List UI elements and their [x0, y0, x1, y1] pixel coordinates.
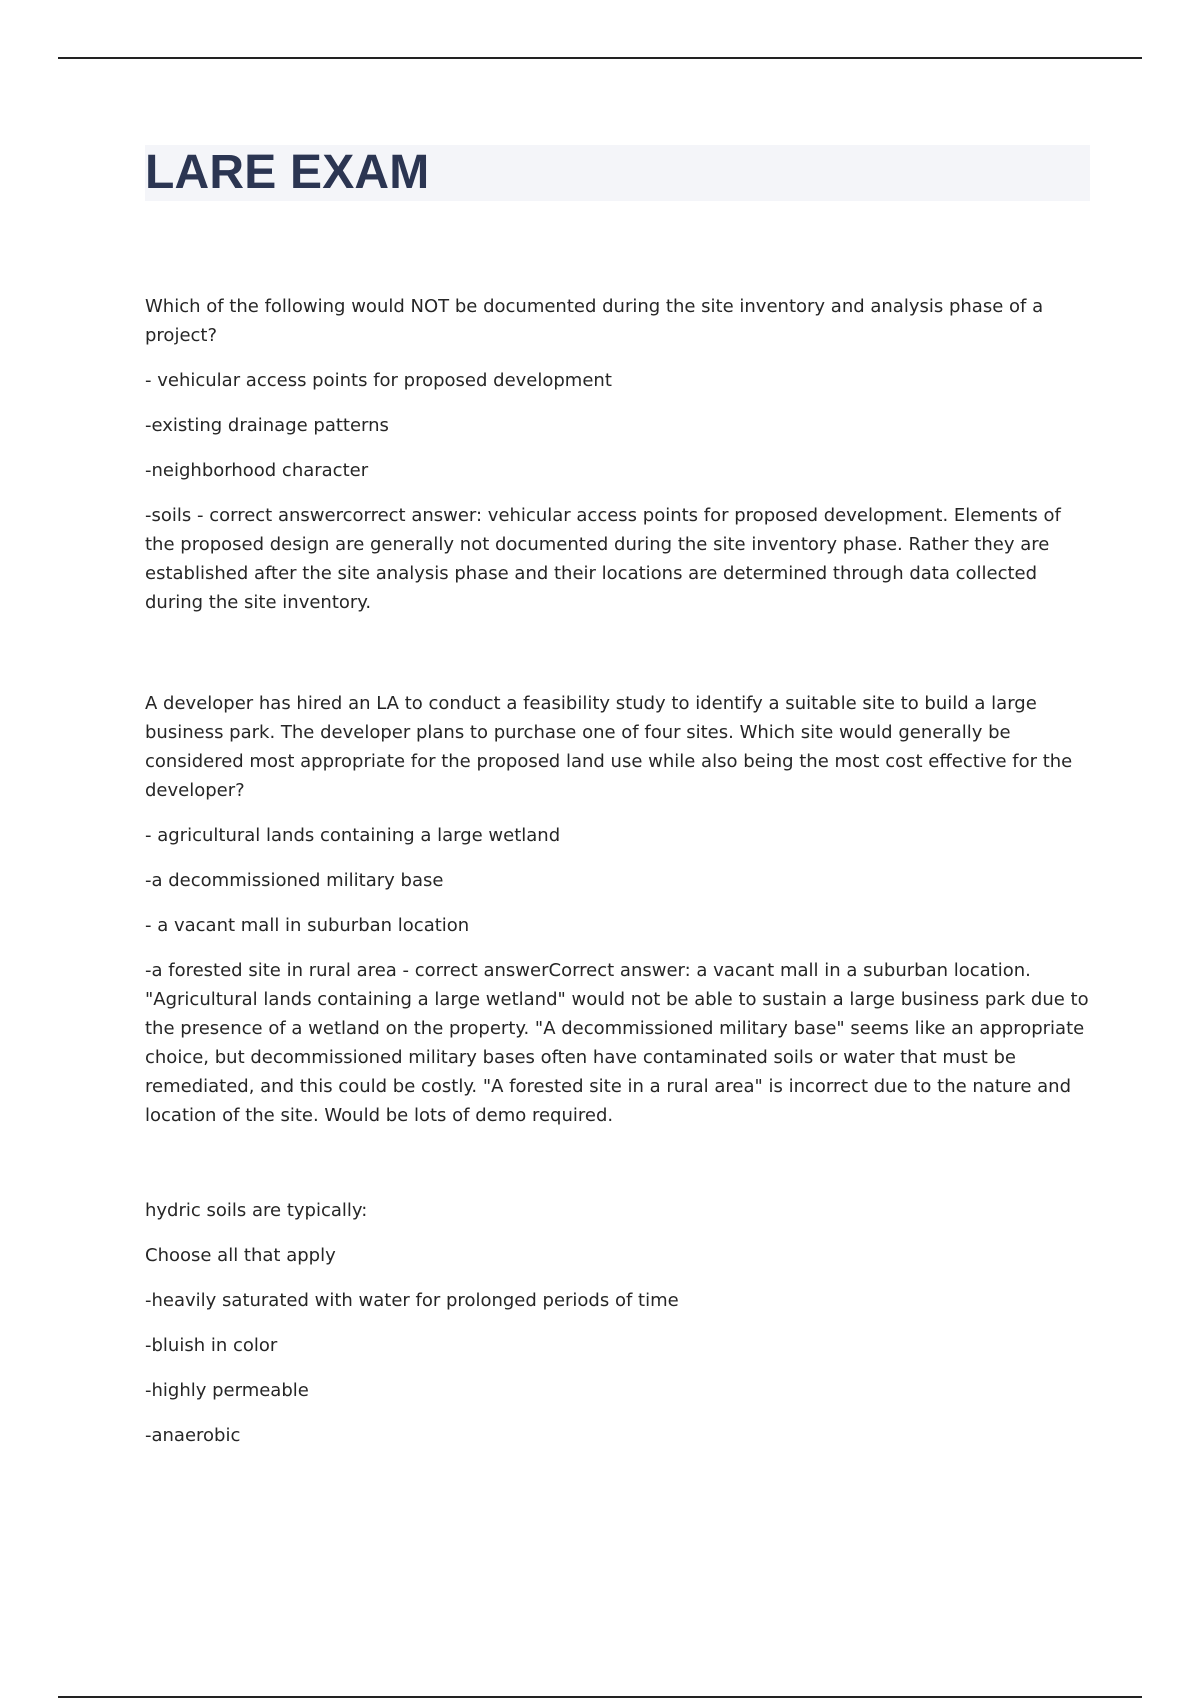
answer-explanation: -soils - correct answercorrect answer: vehicular access points for proposed development. Elements of the proposed design are generally not documented during the site inventory phase. Rather they are established after the site analysis phase and their locations are determined through data collected during the site inventory. [145, 505, 1061, 613]
answer-option: -existing drainage patterns [145, 415, 389, 436]
question-text: Which of the following would NOT be documented during the site inventory and analysis phase of a project? [145, 296, 1044, 346]
question-block-2 [145, 689, 1090, 1130]
answer-explanation: -a forested site in rural area - correct answerCorrect answer: a vacant mall in a suburban location. "Agricultural lands containing a large wetland" would not be able to sustain a large business park due to the presence of a wetland on the property. "A decommissioned military base" seems like an appropriate choice, but decommissioned military bases often have contaminated soils or water that must be remediated, and this could be costly. "A forested site in a rural area" is incorrect due to the nature and location of the site. Would be lots of demo required. [145, 960, 1089, 1126]
answer-option: -neighborhood character [145, 460, 369, 481]
answer-option: -heavily saturated with water for prolonged periods of time [145, 1290, 679, 1311]
question-text: hydric soils are typically: [145, 1200, 368, 1221]
answer-option: - agricultural lands containing a large wetland [145, 825, 561, 846]
question-text: A developer has hired an LA to conduct a feasibility study to identify a suitable site to build a large business park. The developer plans to purchase one of four sites. Which site would generally be considered most appropriate for the proposed land use while also being the most cost effective for the developer? [145, 693, 1073, 801]
answer-option: -highly permeable [145, 1380, 309, 1401]
top-rule [58, 57, 1142, 59]
instruction-text: Choose all that apply [145, 1245, 336, 1266]
document-title: LARE EXAM [145, 146, 430, 199]
document-body [145, 292, 1090, 1522]
question-block-1 [145, 292, 1090, 617]
answer-option: - a vacant mall in suburban location [145, 915, 470, 936]
bottom-rule [58, 1696, 1142, 1698]
answer-option: -a decommissioned military base [145, 870, 444, 891]
answer-option: -bluish in color [145, 1335, 278, 1356]
question-block-3 [145, 1196, 1090, 1450]
answer-option: - vehicular access points for proposed development [145, 370, 612, 391]
answer-option: -anaerobic [145, 1425, 241, 1446]
